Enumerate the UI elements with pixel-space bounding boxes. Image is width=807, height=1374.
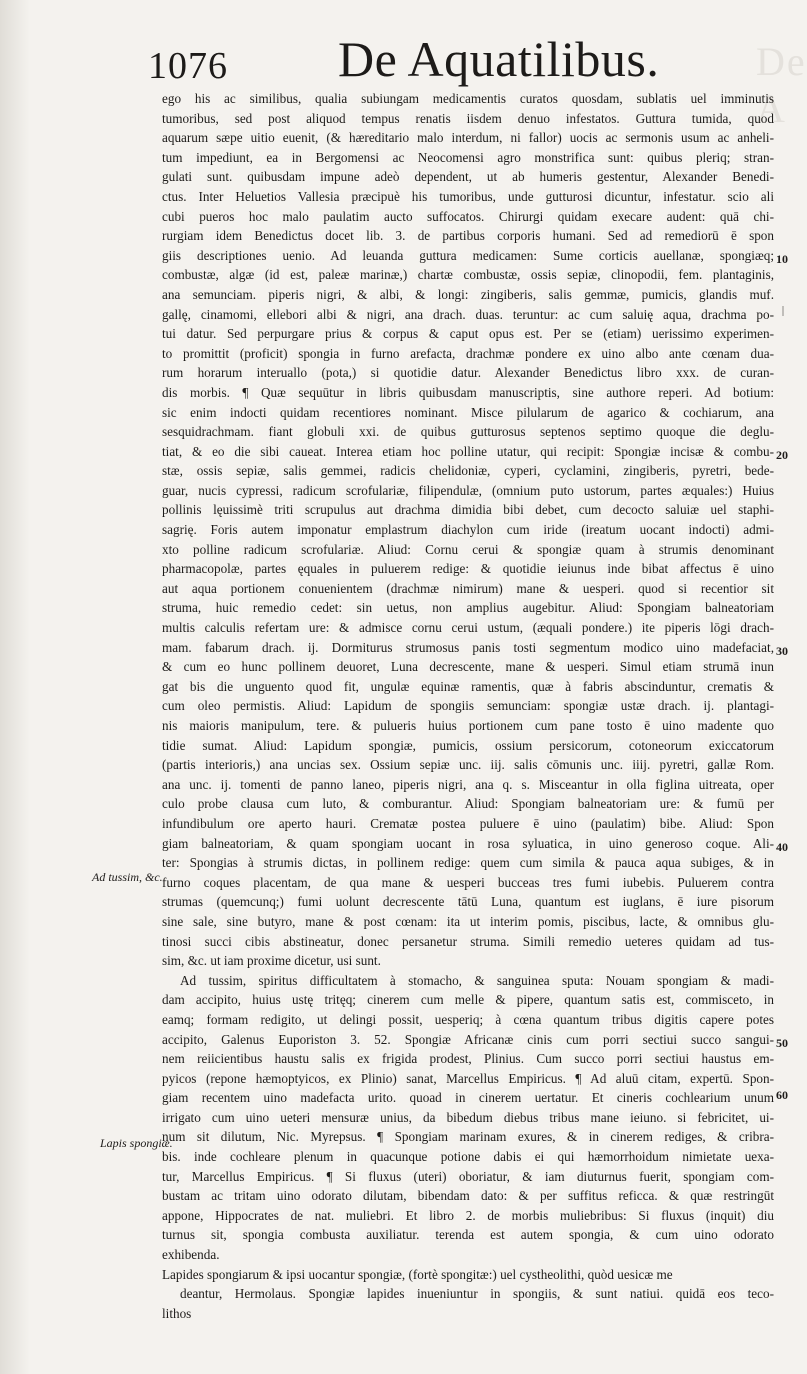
line-marker-10: 10	[776, 252, 788, 266]
text-line: stæ, ossis sepiæ, salis gemmei, radicis chelidoniæ, cyperi, cyclamini, zingiberis, pyretri, bede-	[162, 463, 774, 479]
text-line: tinosi succi cibis abstineatur, donec persanetur struma. Simili remedio ueteres quidam ad tus-	[162, 933, 774, 949]
text-line: aut aqua portionem conuenientem (drachmæ nimirum) mane & uesperi. quod si recentior sit	[162, 580, 774, 596]
page-number: 1076	[148, 45, 228, 87]
text-line: rurgiam idem Benedictus docet lib. 3. de partibus corporis humani. Sed ad remediorū ē spon	[162, 228, 774, 244]
text-line: & cum eo hunc pollinem deuoret, Luna decrescente, mane & uesperi. Simul etiam strumā inun	[162, 659, 774, 675]
text-line: sic enim indocti quidam recentiores nominant. Misce pilularum de agarico & cochiarum, ana	[162, 404, 774, 420]
text-line: tiat, & eo die sibi caueat. Interea etiam hoc polline utatur, qui recipit: Spongiæ incisæ & combu-	[162, 443, 774, 459]
text-line: giam balneatoriam, & quam spongiam uocant in rosa syluatica, in uino generoso coque. Ali-	[162, 835, 774, 851]
body-text	[162, 89, 774, 1323]
text-line: lithos	[162, 1305, 192, 1321]
text-line: ana semunciam. piperis nigri, & albi, & longi: zingiberis, salis gemmæ, pumicis, glandis muf.	[162, 286, 774, 302]
margin-note-ad-tussim: Ad tussim, &c.	[92, 870, 163, 884]
text-line: mam. fabarum drach. ij. Dormiturus strumosus panis tosti segmentum modico uino madefaciat,	[162, 639, 774, 655]
text-line: pharmacopolæ, partes ęquales in puluerem redige: & quotidie ieiunus inde bibat affectus ē uino	[162, 561, 774, 577]
text-line: xto polline radicum scrofulariæ. Aliud: Cornu cerui & spongiæ quam à strumis denominant	[162, 541, 774, 557]
text-line: aquarum sæpe uitio euenit, (& hæreditario malo interdum, ni fallor) uocis ac sermonis usum ac anheli-	[162, 130, 774, 146]
text-line: appone, Hippocrates de nat. muliebri. Et libro 2. de morbis muliebribus: Si fluxus (inquit) diu	[162, 1207, 774, 1223]
text-line: gallę, cinamomi, ellebori albi & nigri, ana drach. duas. teruntur: ac cum saluię aqua, drachma po-	[162, 306, 774, 322]
text-line: ctus. Inter Heluetios Vallesia præcipuè his tumoribus, unde gutturosi dicuntur, infestatur. scio ali	[162, 188, 774, 204]
text-line: tui datur. Sed perpurgare prius & corpus & caput opus est. Per se (etiam) uerissimo experimen-	[162, 326, 774, 342]
line-marker-60: 60	[776, 1088, 788, 1102]
line-marker-30: 30	[776, 644, 788, 658]
text-line: cubi pueros hoc malo paulatim aucto suffocatos. Chirurgi quidam execare audent: quā chi-	[162, 208, 774, 224]
line-marker-50: 50	[776, 1036, 788, 1050]
text-line: bustam ac tritam uino odorato dilutam, bibendam dato: & per suffitus reficca. & quæ restringūt	[162, 1188, 774, 1204]
line-marker-20: 20	[776, 448, 788, 462]
text-line: dis morbis. ¶ Quæ sequūtur in libris quibusdam manuscriptis, sine authore reperi. Ad botium:	[162, 384, 774, 400]
text-line: turnus sit, spongia combusta auxiliatur. terenda est autem spongia, & cum uino odorato	[162, 1227, 774, 1243]
text-line: cum oleo permistis. Aliud: Lapidum de spongiis semunciam: spongiæ ustæ drach. ij. plantagi-	[162, 698, 774, 714]
text-line: furno coques placentam, de qua mane & uesperi bucceas tres fumi iubebis. Puluerem contra	[162, 874, 774, 890]
text-line: (partis interioris,) ana uncias sex. Ossium sepiæ unc. iij. salis cōmunis unc. iiij. pyretri, gallæ Rom.	[162, 757, 774, 773]
text-line: infundibulum ore aperto hauri. Crematæ postea puluere ē uino (paulatim) bibe. Aliud: Spon	[162, 815, 774, 831]
text-line: ego his ac similibus, qualia subiungam medicamentis curatos quosdam, sublatis uel imminutis	[162, 91, 774, 106]
text-line: culo probe clausa cum luto, & comburantur. Aliud: Spongiam balneatoriam ure: & fumū per	[162, 796, 774, 812]
text-line: pyicos (repone hæmoptyicos, ex Plinio) sanat, Marcellus Empiricus. ¶ Ad aluū citam, expertū. Spon-	[162, 1070, 774, 1086]
text-line: tidie sumat. Aliud: Lapidum spongiæ, pumicis, ossium persicorum, cotoneorum exiccatorum	[162, 737, 774, 753]
line-marker-40: 40	[776, 840, 788, 854]
text-line: strumas (quemcunq;) fumi uolunt decrescente tātū Luna, quantum est iuglans, ē iure pisorum	[162, 894, 774, 910]
text-line: nis maioris manipulum, tere. & pulueris huius portionem cum pane tosto ē uino madente quo	[162, 718, 774, 733]
text-line: irrigato cum uino ueteri mensuræ unius, da bibedum diebus tribus mane ieiuno. si febricitet, ui-	[162, 1109, 774, 1125]
text-line: ana unc. ij. tomenti de panno laneo, piperis nigri, ana q. s. Misceantur in olla figlina uitreata, oper	[162, 776, 774, 792]
text-line: struma, huic remedio cedet: sin uetus, non amplius augebitur. Aliud: Spongiam balneatoriam	[162, 600, 774, 616]
text-line: gulati sunt. quibusdam impune adeò dependent, ut ab humeris gestentur, Alexander Benedi-	[162, 169, 774, 185]
text-line: bis. inde cochleare plenum in quacunque potione dabis ei qui hæmorrhoidum nimietate uexa-	[162, 1149, 774, 1165]
text-line: to promittit (proficit) spongia in furno arefacta, drachmæ pondere ex uino albo ante cœnam dua-	[162, 345, 774, 361]
text-line: accipito, Galenus Euporiston 3. 52. Spongiæ Africanæ cinis cum porri sectiui succo sangui-	[162, 1031, 774, 1047]
text-line: tum impediunt, ea in Bergomensi ac Neocomensi agro monstrifica sunt: quibus pleriq; stran-	[162, 149, 774, 165]
margin-note-lapis-spongiae: Lapis spongiæ.	[100, 1136, 173, 1150]
show-through-title: De A	[756, 39, 807, 131]
text-line: guar, nucis cypressi, radicum scrofulariæ, filipendulæ, (omnium puto ustorum, partes æquales:) Huius	[162, 482, 774, 498]
text-line: exhibenda.	[162, 1247, 220, 1263]
text-line: giis descriptiones uenio. Ad leuanda guttura medicamen: Sume corticis auellanæ, spongiæq;	[162, 247, 774, 263]
text-line: gat bis die unguento quod fit, ungulæ equinæ ramentis, quæ à fabris abscinduntur, crematis &	[162, 678, 774, 694]
text-line: tumoribus, sed post aliquod tempus renatis iisdem denuo infestatos. Guttura tumida, quod	[162, 110, 774, 126]
text-line: sagrię. Foris autem imponatur emplastrum diachylon cum iride (ireatum uocant indocti) admi-	[162, 522, 774, 538]
text-line: combustæ, algæ (id est, paleæ marinæ,) chartæ combustæ, ossis sepiæ, clinopodii, fem. plantaginis,	[162, 267, 774, 283]
margin-mark-icon	[782, 306, 790, 316]
text-line: ter: Spongias à strumis dictas, in pollinem redige: quem cum simila & pauca aqua subiges, & in	[162, 855, 774, 871]
text-line: num sit dilutum, Nic. Myrepsus. ¶ Spongiam marinam exures, & in cinerem rediges, & cribra-	[162, 1129, 774, 1145]
text-line: Lapides spongiarum & ipsi uocantur spongiæ, (fortè spongitæ:) uel cystheolithi, quòd uesicæ me	[162, 1266, 673, 1282]
text-line: sesquidrachmam. fiant globuli xxi. de quibus gutturosus septenos septimo quoque die deglu-	[162, 424, 774, 440]
text-line: sine sale, sine butyro, mane & post cœnam: ita ut interim pomis, piscibus, lacte, & omnibus glu-	[162, 913, 774, 929]
text-line: giam recentem uino madefacta urito. quoad in cinerem uertatur. Et cineris cochlearium unum	[162, 1090, 774, 1106]
page-edge-shadow	[0, 0, 30, 1374]
text-line: eamq; formam redigito, ut delingi possit, uesperiq; à cœna quantum tribus digitis capere potes	[162, 1011, 774, 1027]
text-line: tur, Marcellus Empiricus. ¶ Si fluxus (uteri) oboriatur, & iam diuturnus fuerit, spongiam com-	[162, 1168, 774, 1184]
text-line: dam accipito, huius ustę tritęq; cinerem cum melle & pipere, quantum satis est, commisceto, in	[162, 992, 774, 1008]
text-line: nem reiicientibus haustu salis ex frigida prodest, Plinius. Cum succo porri sectiui haustus em-	[162, 1051, 774, 1067]
text-line: sim, &c. ut iam proxime dicetur, usi sunt.	[162, 953, 381, 969]
text-line: pollinis lęuissimè triti scrupulus aut drachma dimidia bibi debet, cum decocto saluiæ uel staphi-	[162, 502, 774, 518]
running-title: De Aquatilibus.	[338, 31, 660, 87]
text-line: multis calculis refertam ure: & admisce cornu cerui ustum, (æquali pondere.) ite piperis lōgi drach-	[162, 620, 774, 636]
text-line: rum horarum interuallo (pota,) si quotidie datur. Alexander Benedictus libro xxx. de curan-	[162, 365, 774, 381]
text-line: deantur, Hermolaus. Spongiæ lapides inueniuntur in spongiis, & sunt natiui. quidā eos teco-	[180, 1286, 774, 1302]
text-line: Ad tussim, spiritus difficultatem à stomacho, & sanguinea sputa: Nouam spongiam & madi-	[180, 972, 774, 988]
